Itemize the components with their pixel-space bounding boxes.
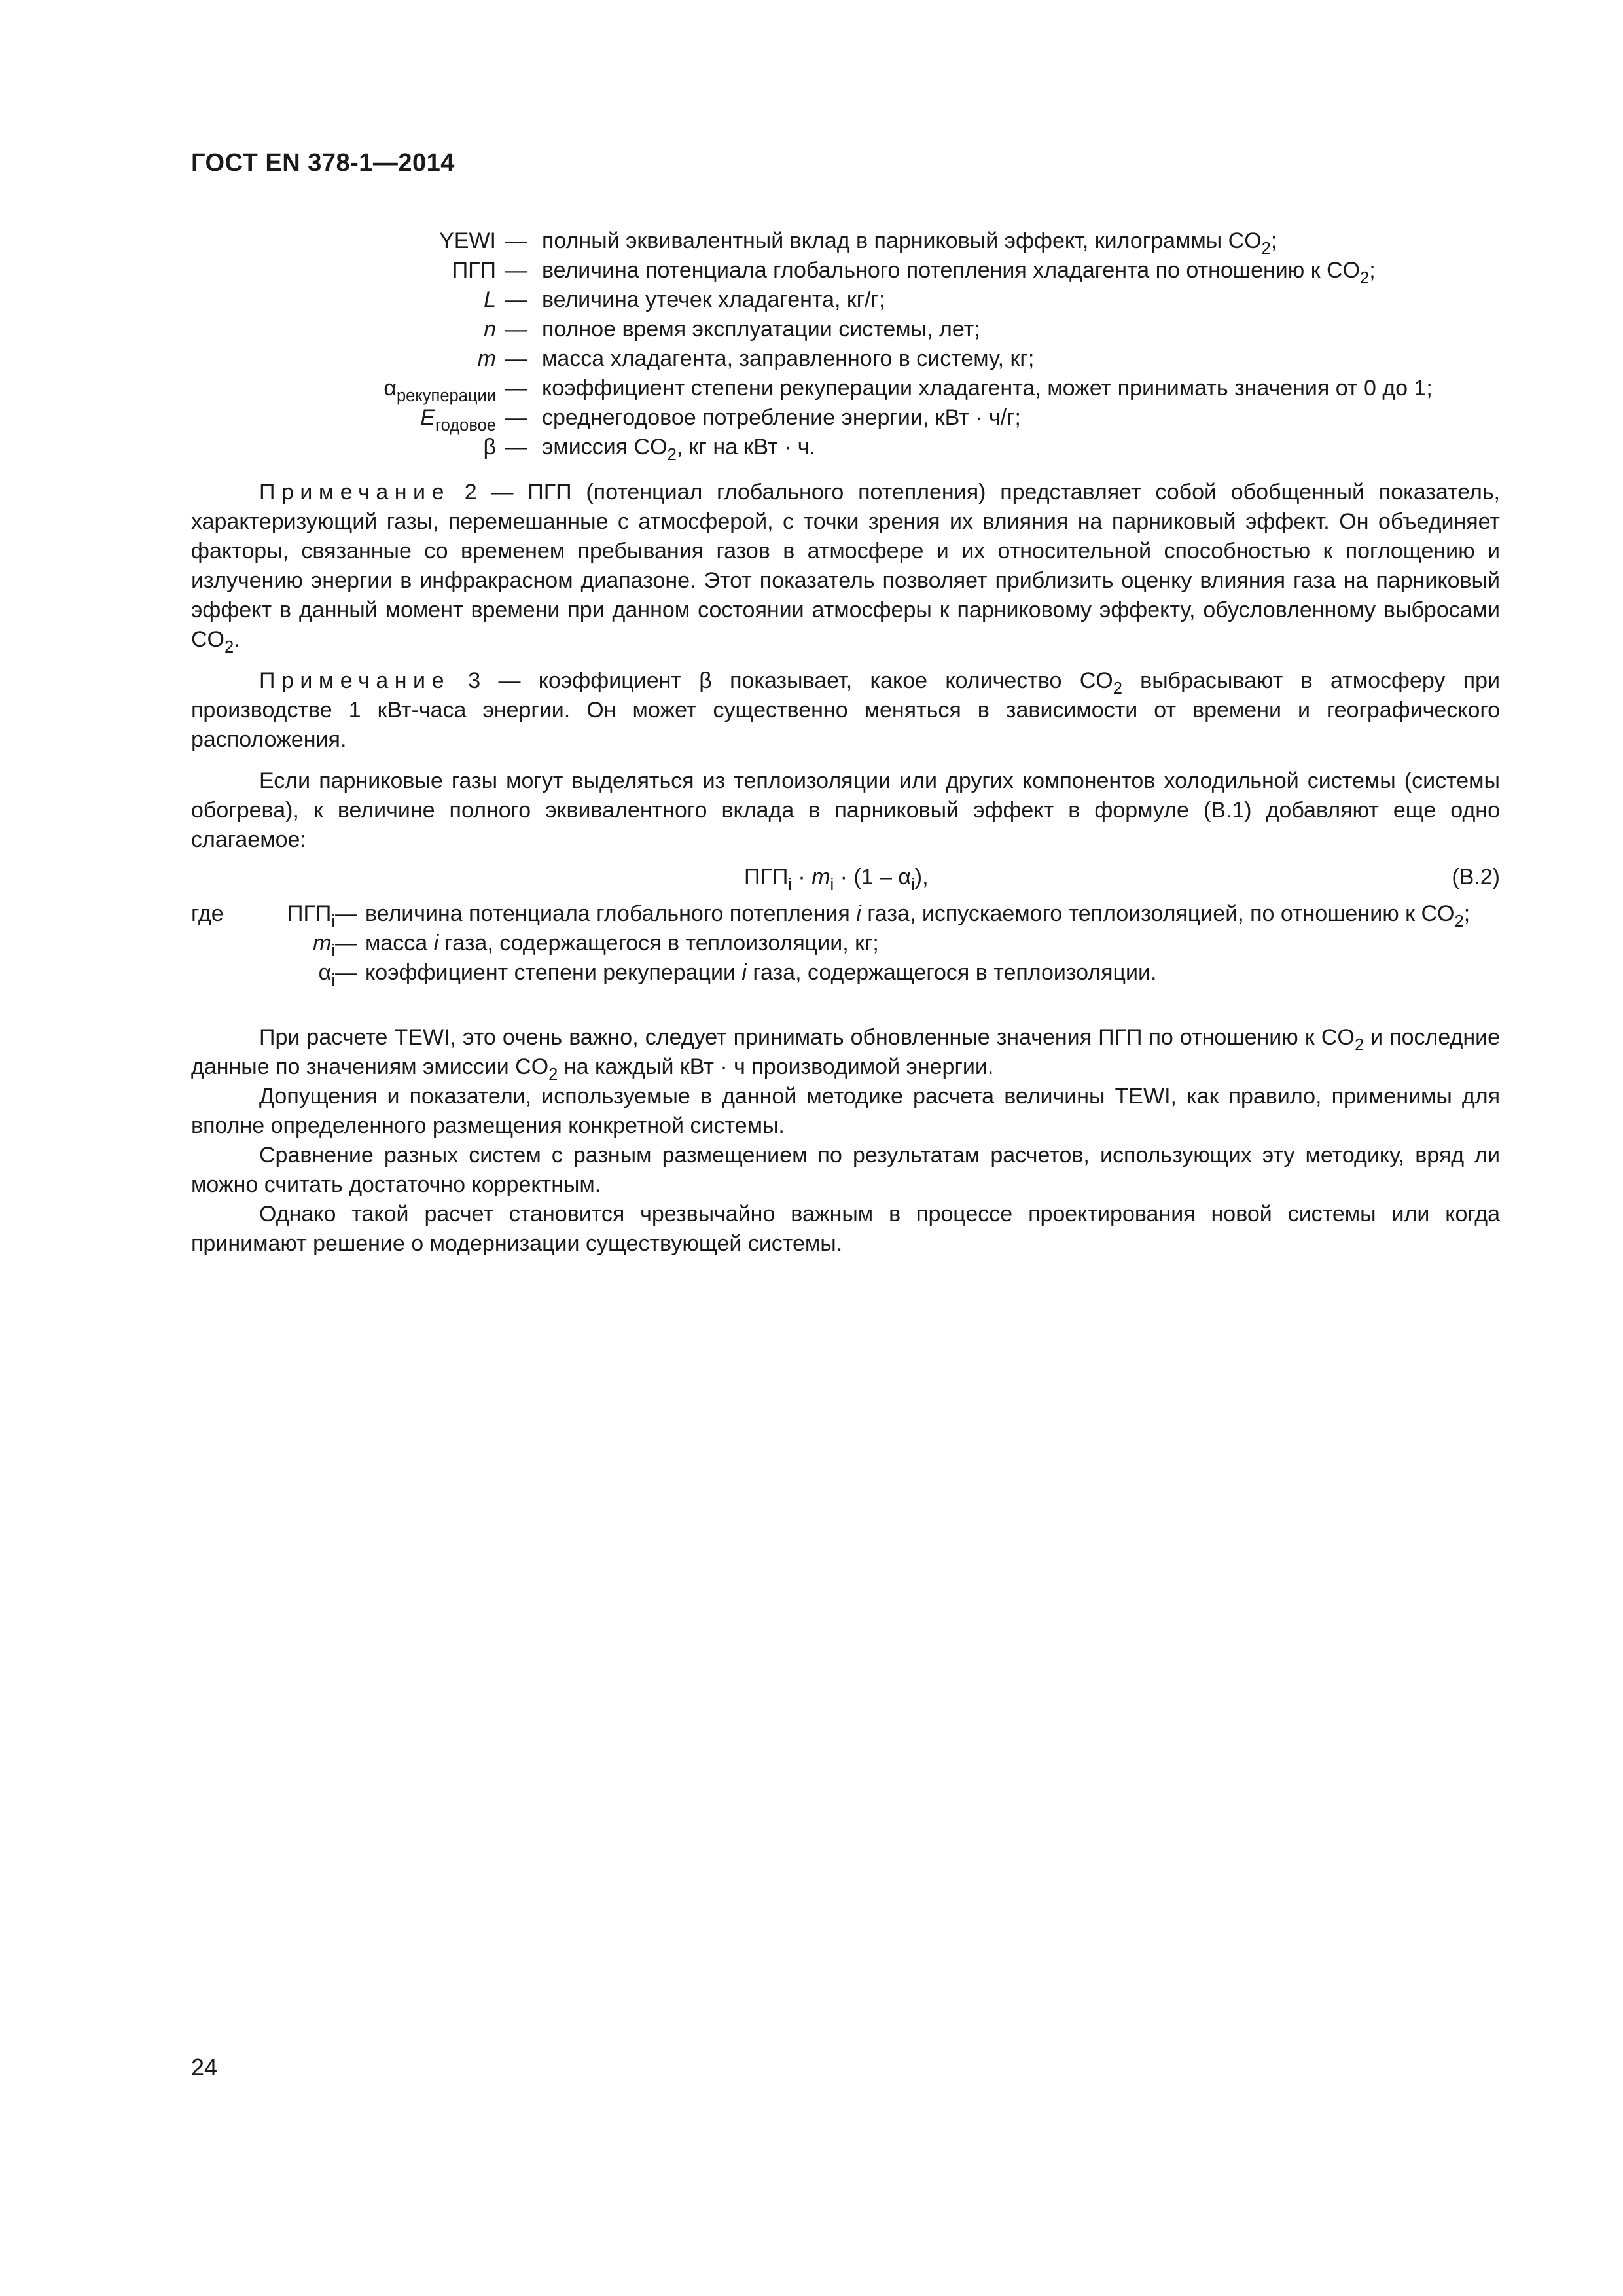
page-number: 24 [191,2054,218,2081]
definition-row [191,403,1500,433]
definition-row [191,285,1500,315]
definition-term: n [484,317,496,342]
definition-dash: — [505,287,527,312]
where-row [191,929,1500,958]
note-label: Примечание [259,480,450,505]
definition-text: среднегодовое потребление энергии, кВт · ч/г; [542,405,1021,430]
paragraph-3: Сравнение разных систем с разным размещением по результатам расчетов, использующих эту методику, вряд ли можно считать достаточно корректным. [191,1143,1500,1197]
document-header: ГОСТ EN 378-1—2014 [191,149,455,177]
where-text: коэффициент степени рекуперации i газа, содержащегося в теплоизоляции. [365,960,1157,985]
definition-dash: — [505,258,527,283]
definition-term: β [483,435,496,459]
note-3: Примечание 3 — коэффициент β показывает, какое количество $CO_2$ выбрасывают в атмосферу при производстве 1 кВт-часа энергии. Он может существенно меняться в зависимости от времени и географического расположения. [191,668,1500,752]
paragraph-4: Однако такой расчет становится чрезвычайно важным в процессе проектирования новой системы или когда принимают решение о модернизации существующей системы. [191,1202,1500,1256]
where-dash: — [335,931,357,956]
note-2: Примечание 2 — ПГП (потенциал глобального потепления) представляет собой обобщенный показатель, характеризующий газы, перемешанные с атмосферой, с точки зрения их влияния на парниковый эффект. Он объединяет факторы, связанные со временем пребывания газов в атмосфере и их относительной способностью к поглощению и излучению энергии в инфракрасном диапазоне. Этот показатель позволяет приблизить оценку влияния газа на парниковый эффект в данный момент времени при данном состоянии атмосферы к парниковому эффекту, обусловленному выбросами $CO_2$. [191,480,1500,656]
formula-b2 [191,860,1500,897]
where-row [191,899,1500,929]
definition-term: $E_{годовое}$ [420,405,496,435]
definition-term: m [477,346,496,371]
definition-list [191,226,1500,462]
definition-text: величина утечек хладагента, кг/г; [542,287,885,312]
definition-term: ПГП [452,258,496,283]
definition-dash: — [505,317,527,342]
definition-text: величина потенциала глобального потепления хладагента по отношению к $CO_2$; [542,258,1376,287]
definition-dash: — [505,435,527,459]
paragraph-2: Допущения и показатели, используемые в данной методике расчета величины TEWI, как правило, применимы для вполне определенного размещения конкретной системы. [191,1084,1500,1138]
where-term: $m_i$ [313,931,335,960]
definition-row [191,256,1500,285]
definition-dash: — [505,405,527,430]
where-term: где $ПГП_i$ [191,901,335,931]
formula-number: (B.2) [1452,865,1500,889]
definition-row [191,315,1500,344]
definition-term: YEWI [439,228,496,253]
where-text: величина потенциала глобального потепления i газа, испускаемого теплоизоляцией, по отношению к $CO_2$; [365,901,1471,931]
formula-expression: $ПГП_i \cdot m_i \cdot (1 - \alpha_i)$, [744,865,929,894]
note-label: Примечание [259,668,450,693]
definition-row [191,374,1500,403]
where-term: $\alpha_i$ [318,960,335,990]
definition-text: полный эквивалентный вклад в парниковый эффект, килограммы $CO_2$; [542,228,1277,258]
definition-text: эмиссия $CO_2$, кг на кВт · ч. [542,435,815,464]
definition-dash: — [505,376,527,401]
definition-term: $\alpha_{рекуперации}$ [383,376,496,405]
where-dash: — [335,901,357,926]
where-text: масса i газа, содержащегося в теплоизоляции, кг; [365,931,879,956]
definition-row [191,226,1500,256]
paragraph-1: При расчете TEWI, это очень важно, следует принимать обновленные значения ПГП по отношению к $CO_2$ и последние данные по значениям эмиссии $CO_2$ на каждый кВт · ч производимой энергии. [191,1025,1500,1084]
where-row [191,958,1500,988]
page-content [191,226,1500,1259]
definition-dash: — [505,228,527,253]
definition-text: масса хладагента, заправленного в систему, кг; [542,346,1035,371]
definition-row [191,433,1500,462]
definition-text: коэффициент степени рекуперации хладагента, может принимать значения от 0 до 1; [542,376,1433,401]
definition-text: полное время эксплуатации системы, лет; [542,317,980,342]
paragraph-intro: Если парниковые газы могут выделяться из теплоизоляции или других компонентов холодильной системы (системы обогрева), к величине полного эквивалентного вклада в парниковый эффект в формуле (B.1) добавляют еще одно слагаемое: [191,768,1500,852]
definition-row [191,344,1500,374]
where-list [191,899,1500,988]
definition-term: L [484,287,496,312]
where-dash: — [335,960,357,985]
definition-dash: — [505,346,527,371]
